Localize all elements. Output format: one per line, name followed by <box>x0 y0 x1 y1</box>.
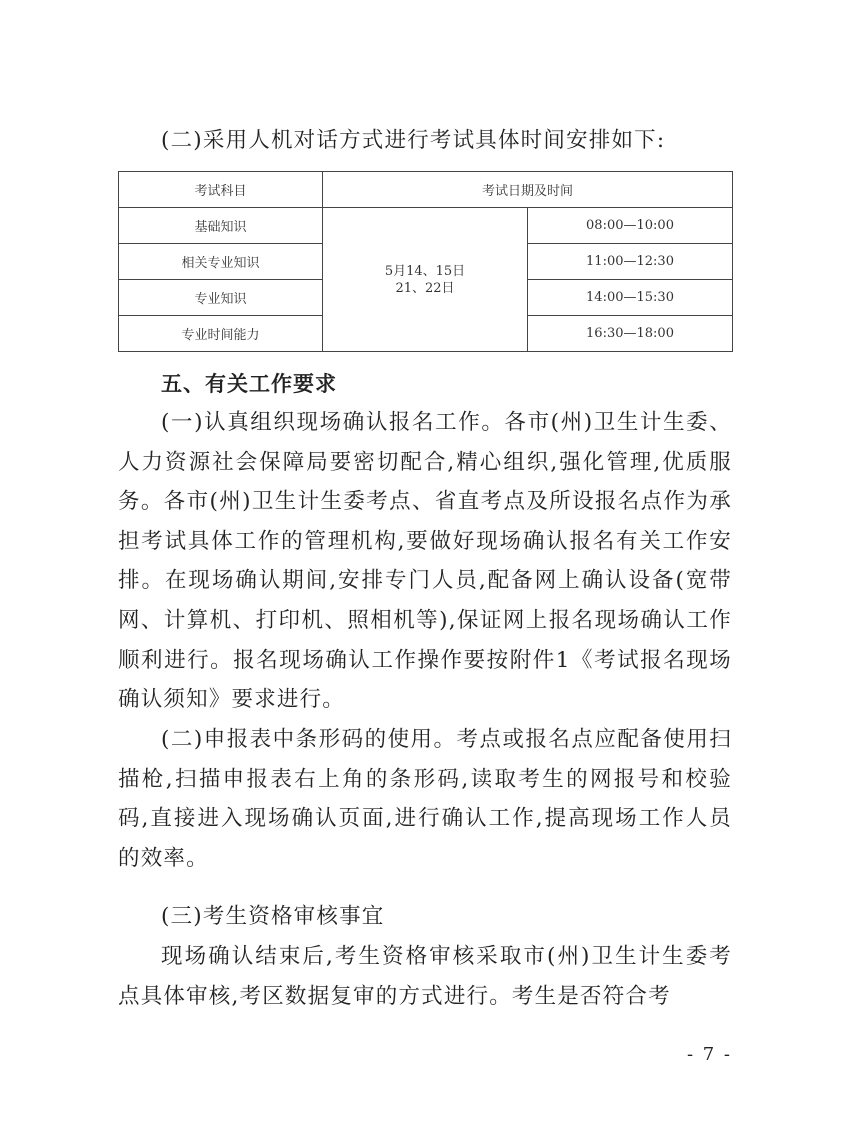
table-header-row <box>119 172 733 208</box>
subheading-3: (三)考生资格审核事宜 <box>161 904 385 929</box>
time-cell: 14:00—15:30 <box>528 280 733 316</box>
page-number: - 7 - <box>686 1044 732 1065</box>
exam-dates-line-1: 5月14、15日 <box>384 263 466 279</box>
schedule-intro: (二)采用人机对话方式进行考试具体时间安排如下: <box>161 128 666 153</box>
header-date-time: 考试日期及时间 <box>323 172 733 208</box>
table-row <box>119 208 733 244</box>
exam-schedule-table <box>118 171 733 352</box>
subject-cell: 专业时间能力 <box>119 316 323 352</box>
exam-dates-cell <box>323 208 528 352</box>
paragraph-2: (二)申报表中条形码的使用。考点或报名点应配备使用扫描枪,扫描申报表右上角的条形码,读取考生的网报号和校验码,直接进入现场确认页面,进行确认工作,提高现场工作人员的效率。 <box>118 727 732 871</box>
paragraph-1: (一)认真组织现场确认报名工作。各市(州)卫生计生委、人力资源社会保障局要密切配合,精心组织,强化管理,优质服务。各市(州)卫生计生委考点、省直考点及所设报名点作为承担考试具体工作的管理机构,要做好现场确认报名有关工作安排。在现场确认期间,安排专门人员,配备网上确认设备(宽带网、计算机、打印机、照相机等),保证网上报名现场确认工作顺利进行。报名现场确认工作操作要按附件1《考试报名现场确认须知》要求进行。 <box>118 410 732 713</box>
time-cell: 08:00—10:00 <box>528 208 733 244</box>
exam-dates-line-2: 21、22日 <box>395 280 455 296</box>
subject-cell: 相关专业知识 <box>119 244 323 280</box>
time-cell: 11:00—12:30 <box>528 244 733 280</box>
section-heading: 五、有关工作要求 <box>161 372 337 396</box>
time-cell: 16:30—18:00 <box>528 316 733 352</box>
header-subject: 考试科目 <box>119 172 323 208</box>
paragraph-3: 现场确认结束后,考生资格审核采取市(州)卫生计生委考点具体审核,考区数据复审的方式进行。考生是否符合考 <box>118 944 732 1009</box>
subject-cell: 专业知识 <box>119 280 323 316</box>
subject-cell: 基础知识 <box>119 208 323 244</box>
